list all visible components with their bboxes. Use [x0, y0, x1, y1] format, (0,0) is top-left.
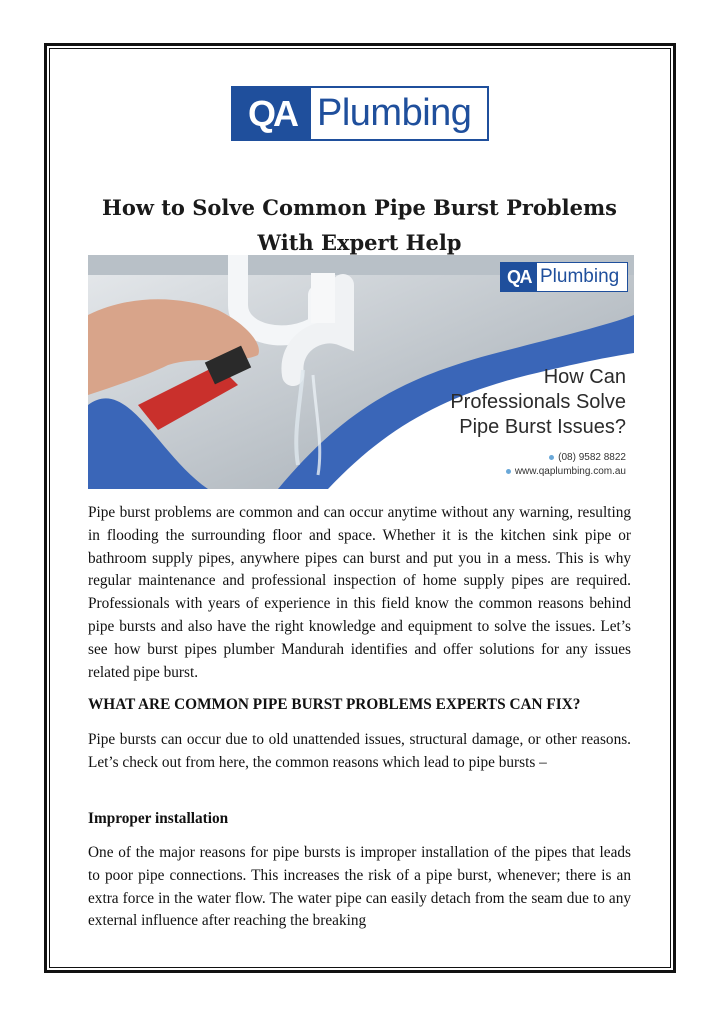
hero-contact [506, 451, 626, 479]
article-title: How to Solve Common Pipe Burst Problems With Expert Help [102, 195, 617, 256]
qa-plumbing-logo [231, 86, 489, 141]
phone-line [506, 451, 626, 465]
logo-wordmark: Plumbing [317, 92, 472, 134]
hero-heading-line: Professionals Solve [450, 391, 626, 413]
section-heading: WHAT ARE COMMON PIPE BURST PROBLEMS EXPERTS CAN FIX? [88, 696, 581, 713]
intro-paragraph: Pipe burst problems are common and can occur anytime without any warning, resulting in flooding the surrounding floor and space. Whether it is the kitchen sink pipe or bathroom supply pipes, anywhere pipes can burst and put you in a mess. This is why regular maintenance and professional inspection of home supply pipes are required. Professionals with years of experience in this field know the common reasons behind pipe bursts and also have the right knowledge and equipment to solve the issues. Let’s see how burst pipes plumber Mandurah identifies and offer solutions for any issues related pipe burst. [88, 504, 631, 681]
website-url: www.qaplumbing.com.au [514, 466, 626, 477]
hero-logo-wordmark: Plumbing [540, 266, 620, 287]
hero-banner [88, 255, 634, 489]
logo-qa-mark: QA [233, 88, 311, 139]
improper-installation-paragraph: One of the major reasons for pipe bursts is improper installation of the pipes that leads to poor pipe connections. This increases the risk of a pipe burst, whenever; there is an extra force in the water flow. The water pipe can easily detach from the seam due to any external influence after reaching the breaking [88, 844, 631, 930]
hero-heading [406, 365, 626, 440]
subheading-improper-installation: Improper installation [88, 810, 229, 827]
bullet-dot-icon [549, 455, 554, 460]
phone-number: (08) 9582 8822 [558, 452, 626, 463]
hero-logo-qa-mark: QA [501, 263, 537, 291]
hero-logo [500, 262, 628, 292]
bullet-dot-icon [506, 469, 511, 474]
section-intro-paragraph: Pipe bursts can occur due to old unattended issues, structural damage, or other reasons. Let’s check out from here, the common reasons which lead to pipe bursts – [88, 731, 631, 771]
website-line [506, 465, 626, 479]
hero-heading-line: Pipe Burst Issues? [459, 416, 626, 438]
hero-heading-line: How Can [543, 366, 626, 388]
